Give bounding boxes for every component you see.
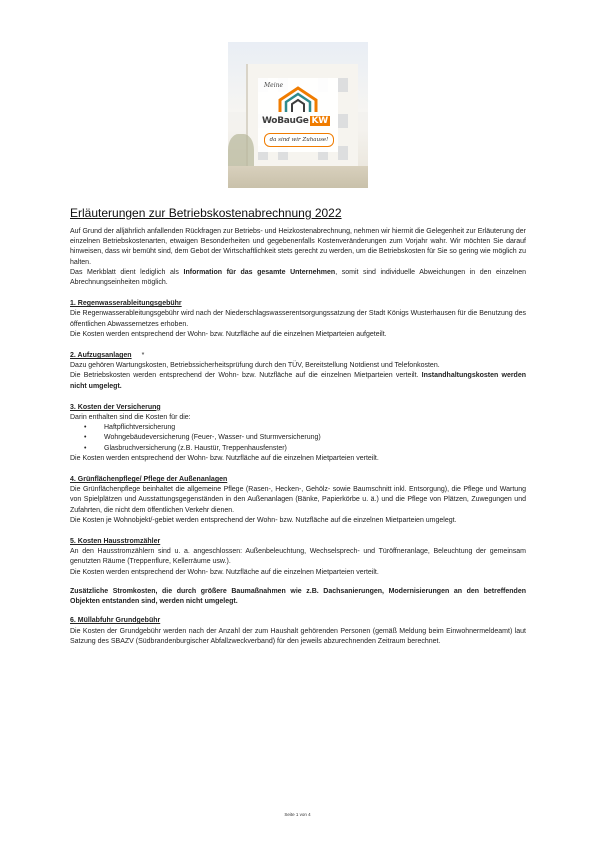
section-heading-3: 3. Kosten der Versicherung — [70, 403, 161, 411]
logo-wordmark — [262, 116, 334, 128]
insurance-list — [70, 423, 526, 454]
section-3-distribution: Die Kosten werden entsprechend der Wohn- bzw. Nutzfläche auf die einzelnen Mietparteien verteilt. — [70, 454, 379, 462]
list-item: • Glasbruchversicherung (z.B. Haustür, Treppenhausfenster) — [104, 444, 526, 454]
document-body — [70, 227, 526, 647]
list-item: • Haftpflichtversicherung — [104, 423, 526, 433]
section-heading-1: 1. Regenwasserableitungsgebühr — [70, 300, 182, 308]
section-2-text: Dazu gehören Wartungskosten, Betriebssicherheitsprüfung durch den TÜV, Bereitstellung Notdienst und Telefonkosten. — [70, 362, 440, 370]
intro-note: Das Merkblatt dient lediglich als Information für das gesamte Unternehmen, somit sind individuelle Abweichungen in den einzelnen Abrechnungseinheiten möglich. — [70, 268, 526, 287]
section-heading-2: 2. Aufzugsanlagen * — [70, 351, 526, 361]
page-number: Seite 1 von 4 — [284, 812, 311, 817]
logo-brand: WoBauGe — [262, 116, 309, 126]
section-4-distribution: Die Kosten je Wohnobjekt/-gebiet werden entsprechend der Wohn- bzw. Nutzfläche auf die einzelnen Mietparteien umgelegt. — [70, 516, 457, 524]
header-image — [228, 42, 368, 188]
section-1-distribution: Die Kosten werden entsprechend der Wohn- bzw. Nutzfläche auf die einzelnen Mietparteien aufgeteilt. — [70, 330, 387, 338]
company-logo — [258, 78, 338, 152]
section-heading-6: 6. Müllabfuhr Grundgebühr — [70, 617, 161, 625]
section-5-distribution: Die Kosten werden entsprechend der Wohn- bzw. Nutzfläche auf die einzelnen Mietparteien verteilt. — [70, 568, 379, 576]
section-2-bold: Instandhaltungskosten werden nicht umgelegt. — [70, 372, 527, 390]
section-3-text: Darin enthalten sind die Kosten für die: — [70, 414, 191, 422]
section-6-text: Die Kosten der Grundgebühr werden nach der Anzahl der zum Haushalt gehörenden Personen (gemäß Meldung beim Einwohnermeldeamt) laut Satzung des SBAZV (Südbrandenburgischer Abfallzweckverband) für den jeweils abzurechnenden Zeitraum berechnet. — [70, 627, 526, 645]
intro-note-bold: Information für das gesamte Unternehmen — [183, 268, 336, 276]
house-roof-icon — [266, 84, 330, 114]
logo-brand-suffix: KW — [311, 116, 328, 126]
section-5-note: Zusätzliche Stromkosten, die durch größere Baumaßnahmen wie z.B. Dachsanierungen, Modernisierungen an den betreffenden Objekten entstanden sind, werden nicht umgelegt. — [70, 587, 526, 606]
section-5-text: An den Hausstromzählern sind u. a. angeschlossen: Außenbeleuchtung, Wechselsprech- und Türöffneranlage, Beleuchtung der gemeinsam genutzten Räume (Treppenflure, Kellerräume usw.). — [70, 548, 526, 566]
section-4-text: Die Grünflächenpflege beinhaltet die allgemeine Pflege (Rasen-, Hecken-, Gehölz- sowie Baumschnitt inkl. Entsorgung), die Pflege und Wartung von Spielplätzen und Ausstattungsgegenständen in den Außenanlagen (Bänke, Papierkörbe u. ä.) und die Pflege von Plätzen, Zuwegungen und Zufahrten, die nicht dem öffentlichen Verkehr dienen. — [70, 486, 526, 514]
section-2-distribution: Die Betriebskosten werden entsprechend der Wohn- bzw. Nutzfläche auf die einzelnen Mietparteien verteilt. Instandhaltungskosten werden nicht umgelegt. — [70, 372, 527, 390]
intro-paragraph: Auf Grund der alljährlich anfallenden Rückfragen zur Betriebs- und Heizkostenabrechnung, nehmen wir hiermit die Gelegenheit zur Erläuterung der einzelnen Betriebskostenarten, etwaigen Besonderheiten und gegebenenfalls Kostenveränderungen zum Vorjahr wahr. Wir möchten Sie darauf hinweisen, dass wir bemüht sind, dem Gebot der Wirtschaftlichkeit stets gerecht zu werden, um die Betriebskosten für Sie so gering wie möglich zu halten. — [70, 228, 526, 266]
ground — [228, 166, 368, 188]
section-2-mark: * — [141, 352, 145, 360]
list-item: • Wohngebäudeversicherung (Feuer-, Wasser- und Sturmversicherung) — [104, 433, 526, 443]
logo-tagline: da sind wir Zuhause! — [264, 133, 334, 147]
document-title: Erläuterungen zur Betriebskostenabrechnung 2022 — [70, 206, 342, 220]
section-heading-4: 4. Grünflächenpflege/ Pflege der Außenanlagen — [70, 476, 228, 484]
logo-small-text: Meine — [264, 82, 284, 89]
section-1-text: Die Regenwasserableitungsgebühr wird nach der Niederschlagswasserentsorgungssatzung der Stadt Königs Wusterhausen für die Benutzung des öffentlichen Abwassernetzes erhoben. — [70, 310, 526, 328]
section-heading-5: 5. Kosten Hausstromzähler — [70, 538, 161, 546]
